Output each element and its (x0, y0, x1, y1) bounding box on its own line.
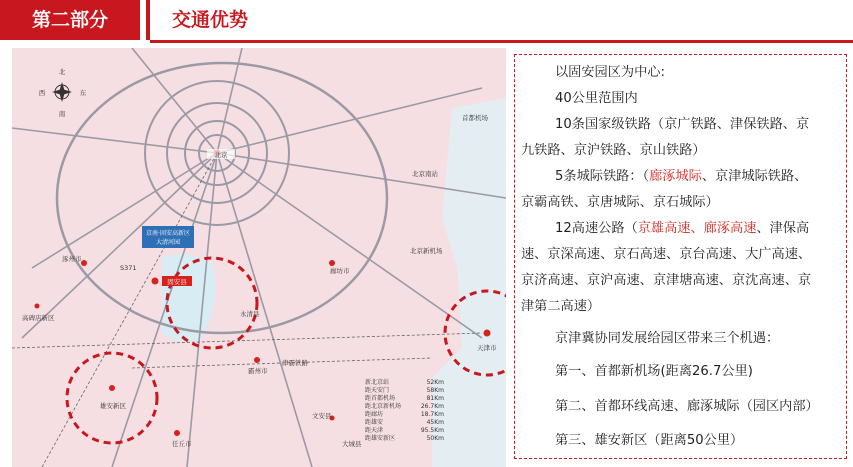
label-xiongan: 雄安新区 (100, 402, 126, 410)
distance-name: 距天津 (365, 427, 384, 434)
label-guan: 固安县 (167, 278, 187, 286)
page-title: 交通优势 (172, 9, 249, 31)
info-panel (514, 54, 847, 459)
label-zone-1: 京南·固安高新区 (146, 230, 190, 237)
label-beijing: 北京 (214, 151, 228, 159)
page-header (0, 0, 853, 46)
label-road-s371: S371 (120, 264, 137, 272)
label-rail-jinbao: 津霸铁路 (282, 359, 308, 367)
label-yongqing: 永清县 (240, 310, 260, 318)
info-center: 以固安园区为中心: (555, 65, 665, 80)
label-airport-daxing: 北京新机场 (410, 247, 443, 255)
distance-km: 50Km (426, 435, 444, 442)
label-airport-capital: 首都机场 (462, 114, 488, 122)
distance-km: 95.5Km (420, 427, 444, 434)
header-underline (150, 40, 853, 43)
header-divider (146, 0, 150, 40)
info-opportunity-2: 第二、首都环线高速、廊涿城际（园区内部） (555, 399, 819, 414)
info-highway-3: 京济高速、京沪高速、京津塘高速、京沈高速、京 (521, 273, 812, 288)
label-bazhou: 霸州市 (248, 367, 268, 375)
info-highway-2: 速、京深高速、京石高速、京台高速、大广高速、 (521, 247, 812, 262)
distance-name: 距雄安新区 (365, 435, 396, 442)
section-label: 第二部分 (0, 0, 140, 40)
compass-east: 东 (79, 89, 87, 97)
distance-name: 距廊坊 (365, 411, 384, 418)
distance-name: 距雄安 (365, 419, 384, 426)
distance-name: 距北京新机场 (365, 403, 402, 410)
compass-west: 西 (38, 89, 46, 97)
distance-name: 新北京站 (365, 379, 390, 386)
distance-km: 52Km (426, 379, 444, 386)
distance-km: 58Km (426, 387, 444, 394)
info-rail-1: 10条国家级铁路（京广铁路、津保铁路、京 (555, 117, 810, 132)
label-renqiu: 任丘市 (172, 440, 192, 448)
compass-north: 北 (58, 68, 66, 76)
distance-name: 距天安门 (365, 387, 390, 394)
info-highway-4: 津第二高速） (521, 299, 601, 314)
compass-south: 南 (58, 110, 66, 118)
distance-km: 45Km (426, 419, 444, 426)
label-zone-2: 大清河园 (155, 239, 181, 246)
label-wenan: 文安县 (312, 412, 332, 420)
distance-km: 18.7Km (420, 411, 444, 418)
distance-km: 81Km (426, 395, 444, 402)
label-tianjin: 天津市 (477, 344, 497, 352)
distance-km: 26.7Km (420, 403, 444, 410)
info-highway-1: 12高速公路（京雄高速、廊涿高速、津保高 (555, 221, 810, 236)
label-daicheng: 大城县 (342, 440, 362, 448)
info-range: 40公里范围内 (555, 91, 638, 106)
info-intercity-1: 5条城际铁路：（廊涿城际、京津城际铁路、 (555, 169, 808, 184)
transport-map (12, 48, 506, 467)
label-gaobeidian: 高碑店新区 (22, 314, 55, 322)
distance-name: 距首都机场 (365, 395, 396, 402)
info-rail-2: 九铁路、京沪铁路、京山铁路） (521, 143, 706, 158)
info-opportunity-1: 第一、首都新机场(距离26.7公里) (555, 364, 753, 379)
info-opportunity: 京津冀协同发展给园区带来三个机遇： (555, 331, 780, 346)
label-langfang: 廊坊市 (330, 267, 350, 275)
info-intercity-2: 京霸高铁、京唐城际、京石城际） (521, 195, 719, 210)
label-station-south: 北京南站 (412, 170, 438, 178)
label-zhuozhou: 涿州市 (62, 255, 82, 263)
info-opportunity-3: 第三、雄安新区（距离50公里） (555, 433, 744, 448)
